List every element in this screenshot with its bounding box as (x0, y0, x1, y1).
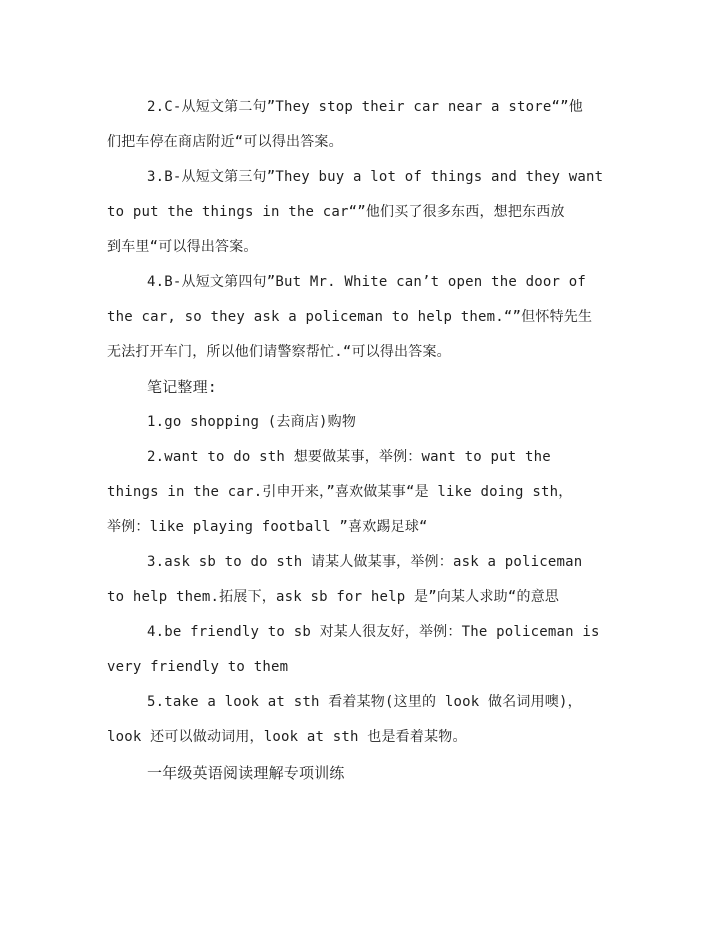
note-4-line-2: very friendly to them (107, 659, 289, 675)
answer-4-line-3: 无法打开车门，所以他们请警察帮忙.“可以得出答案。 (107, 344, 451, 360)
note-2-line-2: things in the car.引申开来，”喜欢做某事“是 like doing sth， (107, 484, 573, 500)
answer-3-line-3: 到车里“可以得出答案。 (107, 239, 258, 255)
answer-4-line-2: the car, so they ask a policeman to help them.“”但怀特先生 (107, 309, 593, 325)
note-3-line-1: 3.ask sb to do sth 请某人做某事，举例：ask a policeman (147, 554, 583, 570)
answer-3-line-1: 3.B-从短文第三句”They buy a lot of things and they want (147, 169, 604, 185)
answer-2-line-1: 2.C-从短文第二句”They stop their car near a store“”他 (147, 99, 583, 115)
note-5-line-2: look 还可以做动词用，look at sth 也是看着某物。 (107, 729, 467, 745)
note-1: 1.go shopping (去商店)购物 (147, 414, 357, 430)
note-2-line-1: 2.want to do sth 想要做某事，举例：want to put the (147, 449, 551, 465)
note-4-line-1: 4.be friendly to sb 对某人很友好，举例：The policeman is (147, 624, 600, 640)
note-2-line-3: 举例：like playing football ”喜欢踢足球“ (107, 519, 428, 535)
note-3-line-2: to help them.拓展下，ask sb for help 是”向某人求助“的意思 (107, 589, 560, 605)
answer-3-line-2: to put the things in the car“”他们买了很多东西，想把东西放 (107, 204, 565, 220)
answer-2-line-2: 们把车停在商店附近“可以得出答案。 (107, 134, 343, 150)
note-5-line-1: 5.take a look at sth 看着某物(这里的 look 做名词用噢)， (147, 694, 582, 710)
answer-4-line-1: 4.B-从短文第四句”But Mr. White can’t open the door of (147, 274, 586, 290)
notes-heading: 笔记整理: (147, 378, 218, 396)
section-title: 一年级英语阅读理解专项训练 (147, 764, 345, 782)
